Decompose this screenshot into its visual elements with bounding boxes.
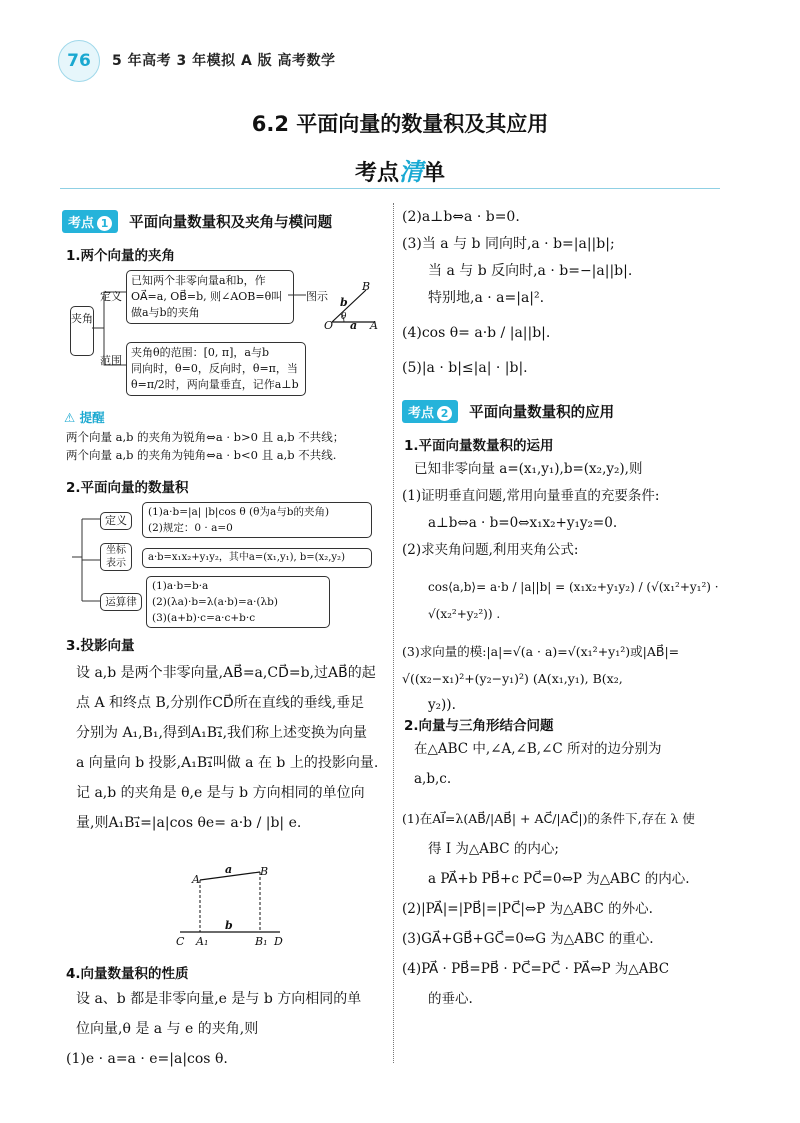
theta-label: θ: [341, 312, 347, 322]
kp1-tag: 考点 1: [62, 210, 118, 233]
pt-B: B: [362, 280, 371, 293]
s3-text: 设 a,b 是两个非零向量,AB⃗=a,CD⃗=b,过AB⃗的起 点 A 和终点 B,分别作CD⃗所在直线的垂线,垂足 分别为 A₁,B₁,得到A₁B₁⃗,我们称上述变换为向量 a 向量向 b 投影,A₁B₁⃗叫做 a 在 b 上的投影向量. 记 a,b 的夹角是 θ,e 是与 b 方向相同的单位向 量,则A₁B₁⃗=|a|cos θe= a·b / |b| e.: [76, 665, 379, 831]
diagram2-connectors: [70, 505, 102, 615]
pt-O: O: [324, 319, 334, 332]
def2-label: 定义: [100, 512, 132, 530]
vec-b-label: b: [340, 296, 348, 309]
def-arrow: [288, 290, 308, 300]
section-title: 6.2 平面向量的数量积及其应用: [251, 112, 549, 136]
root-box: 夹角: [70, 306, 94, 356]
header-rule: [60, 188, 720, 189]
proj-b: b: [225, 919, 233, 932]
tip-text: 两个向量 a,b 的夹角为锐角⇔a · b>0 且 a,b 不共线； 两个向量 a,b 的夹角为钝角⇔a · b<0 且 a,b 不共线.: [66, 430, 345, 462]
range-label: 范围: [100, 354, 122, 367]
r1-text: 已知非零向量 a=(x₁,y₁),b=(x₂,y₂),则 (1)证明垂直问题,常用向量垂直的充要条件: a⊥b⇔a · b=0⇔x₁x₂+y₁y₂=0. (2)求夹角问题,利用夹角公式: cos⟨a,b⟩= a·b / |a||b| = (x₁x₂+y₁y₂) / (√(x₁²+y₁²) · √(x₂²+y₂²)) . (3)求向量的模:|a|=√(a · a)=√(x₁²+y₁²)或|AB⃗|= √((x₂−x₁)²+(y₂−y₁)²) (A(x₁,y₁), B(x₂, y₂)).: [402, 461, 719, 713]
proj-C: C: [176, 935, 185, 948]
banner-part1: 考点: [354, 161, 399, 186]
fig-label: 图示: [306, 290, 328, 303]
proj-B: B: [260, 865, 269, 878]
book-header: 5 年高考 3 年模拟 A 版 高考数学: [112, 53, 336, 69]
props-list: (2)a⊥b⇔a · b=0. (3)当 a 与 b 同向时,a · b=|a||b|; 当 a 与 b 反向时,a · b=−|a||b|. 特别地,a · a=|a|². (4)cos θ= a·b / |a||b|. (5)|a · b|≤|a| · |b|.: [402, 209, 633, 376]
r1-title: 1.平面向量数量积的运用: [404, 438, 554, 454]
banner-part2: 清: [399, 158, 423, 186]
proj-A1: A₁: [196, 935, 209, 948]
tip-label: ⚠ 提醒: [64, 410, 105, 425]
law-box: (1)a·b=b·a (2)(λa)·b=λ(a·b)=a·(λb) (3)(a+b)·c=a·c+b·c: [146, 576, 330, 628]
vec-a-label: a: [350, 319, 358, 332]
coord-label: 坐标 表示: [100, 543, 132, 571]
def-box: 已知两个非零向量a和b，作 OA⃗=a, OB⃗=b, 则∠AOB=θ叫 做a与b的夹角: [126, 270, 294, 324]
s4-text: 设 a、b 都是非零向量,e 是与 b 方向相同的单 位向量,θ 是 a 与 e 的夹角,则 (1)e · a=a · e=|a|cos θ.: [66, 991, 362, 1067]
s1-title: 1.两个向量的夹角: [66, 248, 176, 264]
banner: [300, 152, 500, 187]
page-number: 76: [58, 40, 100, 82]
law-label: 运算律: [100, 593, 142, 611]
kp1-heading: [62, 210, 332, 233]
kp2-heading: [402, 400, 614, 423]
def2-box: (1)a·b=|a| |b|cos θ (θ为a与b的夹角) (2)规定：0 · a=0: [142, 502, 372, 538]
banner-part3: 单: [423, 161, 446, 186]
s3-title: 3.投影向量: [66, 638, 135, 654]
range-box: 夹角θ的范围：[0, π]，a与b 同向时，θ=0，反向时，θ=π，当 θ=π/2时，两向量垂直，记作a⊥b: [126, 342, 306, 396]
kp2-tag: 考点 2: [402, 400, 458, 423]
pt-A: A: [370, 319, 378, 332]
kp2-title: 平面向量数量积的应用: [469, 405, 615, 421]
r2-title: 2.向量与三角形结合问题: [404, 718, 554, 734]
s4-title: 4.向量数量积的性质: [66, 966, 189, 982]
proj-a: a: [225, 863, 233, 876]
column-divider: [393, 203, 394, 1063]
def-label: 定义: [100, 290, 122, 303]
proj-D: D: [274, 935, 283, 948]
proj-B1: B₁: [255, 935, 268, 948]
coord-box: a·b=x₁x₂+y₁y₂，其中a=(x₁,y₁), b=(x₂,y₂): [142, 548, 372, 568]
proj-A: A: [192, 873, 200, 886]
warning-icon: ⚠: [64, 410, 76, 425]
kp1-title: 平面向量数量积及夹角与模问题: [129, 215, 333, 231]
r2-text: 在△ABC 中,∠A,∠B,∠C 所对的边分别为 a,b,c. (1)在AI⃗=λ(AB⃗/|AB⃗| + AC⃗/|AC⃗|)的条件下,存在 λ 使 得 I 为△ABC 的内心; a PA⃗+b PB⃗+c PC⃗=0⇔P 为△ABC 的内心. (2)|PA⃗|=|PB⃗|=|PC⃗|⇔P 为△ABC 的外心. (3)GA⃗+GB⃗+GC⃗=0⇔G 为△ABC 的重心. (4)PA⃗ · PB⃗=PB⃗ · PC⃗=PC⃗ · PA⃗⇔P 为△ABC 的垂心.: [402, 741, 695, 1007]
s2-title: 2.平面向量的数量积: [66, 480, 189, 496]
